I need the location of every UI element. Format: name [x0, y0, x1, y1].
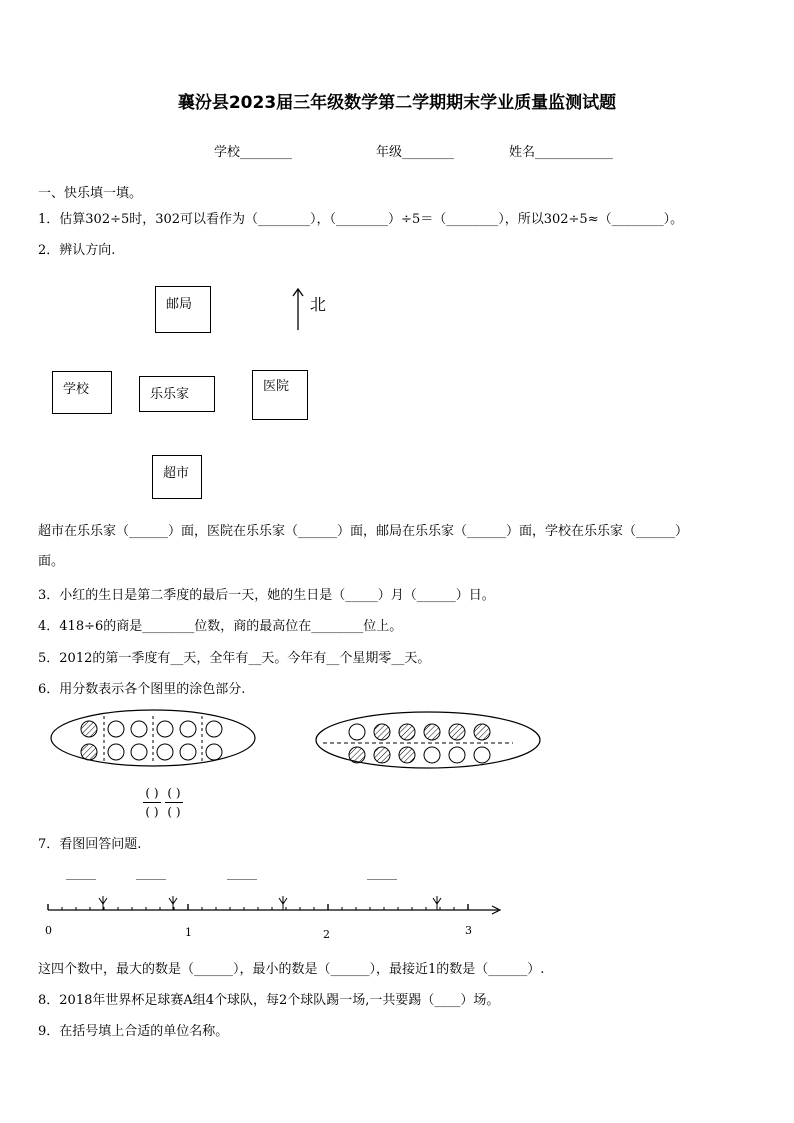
post-office-box: [155, 286, 211, 333]
fraction-answer-1: ( ) ( ): [143, 786, 161, 819]
fraction-figures: [45, 708, 545, 774]
number-line-label-1: 1: [185, 926, 192, 939]
question-3: 3．小红的生日是第二季度的最后一天，她的生日是（_____）月（______）日。: [38, 588, 495, 603]
question-2-answer-cont: 面。: [38, 554, 65, 569]
school-field: 学校________: [214, 145, 293, 160]
supermarket-box: [152, 455, 202, 499]
question-8: 8．2018年世界杯足球赛A组4个球队，每2个球队踢一场,一共要踢（____）场。: [38, 993, 500, 1008]
question-6: 6．用分数表示各个图里的涂色部分.: [38, 682, 246, 697]
question-1: 1．估算302÷5时，302可以看作为（________），（________）÷5＝（________），所以302÷5≈（________）。: [38, 212, 684, 227]
post-office-label: 邮局: [166, 297, 193, 312]
school-label: 学校: [63, 382, 90, 397]
number-line: [40, 890, 510, 920]
question-5: 5．2012的第一季度有__天，全年有__天。今年有__个星期零__天。: [38, 651, 431, 666]
number-line-blank-3: _____: [227, 866, 257, 880]
page-title: 襄汾县2023届三年级数学第二学期期末学业质量监测试题: [177, 93, 617, 113]
name-field: 姓名____________: [509, 145, 614, 160]
north-arrow-icon: [290, 286, 310, 332]
question-2: 2．辨认方向.: [38, 243, 116, 258]
question-9: 9．在括号填上合适的单位名称。: [38, 1024, 229, 1039]
number-line-blank-1: _____: [66, 866, 96, 880]
section-heading: 一、快乐填一填。: [38, 186, 143, 201]
number-line-blank-2: _____: [136, 866, 166, 880]
number-line-blank-4: _____: [367, 866, 397, 880]
question-4: 4．418÷6的商是________位数，商的最高位在________位上。: [38, 619, 403, 634]
number-line-label-3: 3: [465, 924, 472, 937]
question-2-answer: 超市在乐乐家（______）面，医院在乐乐家（______）面，邮局在乐乐家（______）面，学校在乐乐家（______）: [38, 524, 689, 539]
school-box: [52, 371, 112, 414]
hospital-box: [252, 370, 308, 420]
home-label: 乐乐家: [150, 387, 190, 402]
question-7-answer: 这四个数中，最大的数是（______），最小的数是（______），最接近1的数是（______）.: [38, 962, 545, 977]
grade-field: 年级________: [376, 145, 455, 160]
supermarket-label: 超市: [163, 466, 190, 481]
fraction-answer-2: ( ) ( ): [165, 786, 183, 819]
number-line-label-0: 0: [45, 924, 52, 937]
question-7: 7．看图回答问题.: [38, 837, 142, 852]
number-line-label-2: 2: [323, 928, 330, 941]
hospital-label: 医院: [263, 379, 290, 394]
home-box: [139, 376, 215, 412]
north-label: 北: [310, 295, 327, 314]
